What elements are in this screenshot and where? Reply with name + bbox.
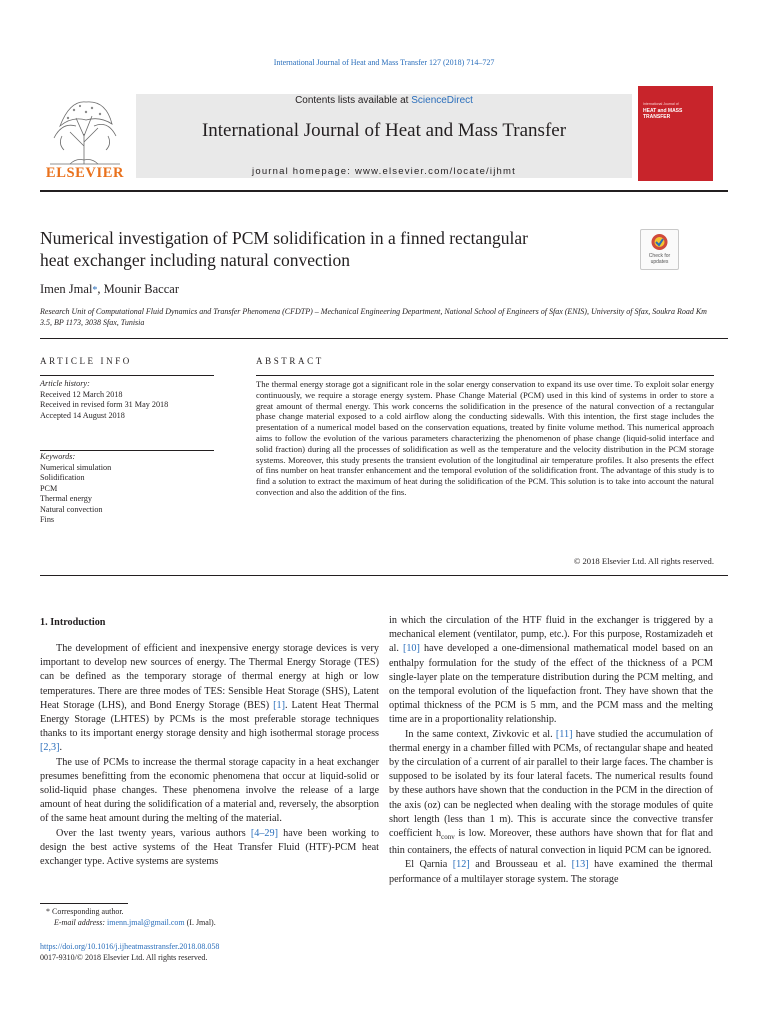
citation-link[interactable]: [12] [452, 859, 470, 871]
homepage-link[interactable]: www.elsevier.com/locate/ijhmt [354, 166, 516, 177]
journal-homepage: journal homepage: www.elsevier.com/locate/ijhmt [252, 166, 516, 177]
keyword-item: Solidification [40, 473, 85, 482]
article-info-heading: ARTICLE INFO [40, 356, 132, 366]
update-icon [641, 230, 678, 254]
authors: Imen Jmal*, Mounir Baccar [40, 282, 179, 296]
body-column-right [389, 614, 713, 887]
elsevier-wordmark: ELSEVIER [45, 165, 125, 181]
sciencedirect-link[interactable]: ScienceDirect [411, 95, 473, 106]
check-for-updates-badge[interactable] [640, 229, 679, 270]
doi-link[interactable]: https://doi.org/10.1016/j.ijheatmasstransfer.2018.08.058 [40, 942, 220, 951]
keyword-item: Natural convection [40, 504, 103, 514]
citation-link[interactable]: [13] [571, 859, 589, 871]
doi-block [40, 941, 370, 963]
author-name[interactable]: Imen Jmal [40, 282, 93, 296]
divider [40, 190, 728, 192]
keyword-item: Numerical simulation [40, 462, 112, 472]
divider [40, 375, 214, 376]
author-name[interactable]: Mounir Baccar [103, 282, 179, 296]
citation-link[interactable]: [10] [402, 643, 420, 655]
paragraph: In the same context, Zivkovic et al. [11] have studied the accumulation of thermal energy in a chamber filled with PCMs, of rectangular shape and heated by the circulation of a current of air parallel to their large faces. The chamber is supposed to be isolated by its four lateral facets. The numerical results found by these authors have shown that the conduction in the PCM in the direction of the axis (oz) can be neglected when dealing with the storage modules of quite short length (less than 1 m). This is accurate since the convective transfer coefficient $h_{conv}$ is low. Moreover, these authors have shown that for flat and thin containers, the effects of natural convection in liquid PCM can be ignored. [389, 728, 714, 857]
abstract-heading: ABSTRACT [256, 356, 324, 366]
citation-link[interactable]: [4–29] [250, 827, 279, 839]
section-heading: 1. Introduction [40, 617, 106, 628]
paragraph: Over the last twenty years, various authors [4–29] have been working to design the best active systems of the Heat Transfer Fluid (HTF)-PCM heat exchanger type. Active systems are systems [40, 827, 379, 868]
citation-link[interactable]: [1] [273, 699, 286, 711]
elsevier-logo [40, 86, 130, 182]
keywords: Keywords: Numerical simulation Solidification PCM Thermal energy Natural convection Fins [40, 452, 220, 526]
abstract-text: The thermal energy storage got a significant role in the solar energy conservation to expand its use over time. To exploit solar energy continuously, we require a storage energy system. Phase Change Material (PCM) used in this kind of systems in order to store a great amount of thermal energy. This work concerns the solidification in the presence of the natural convection of a rectangular phase change material exposed to a cold airflow along the conducting sidewalls. With this intention, the first stage includes the presentation of a numerical model based on the conservation equations, treated by finite volume method. This numerical approach aims to follow the evolution of the various parameters characterizing the phenomenon of phase change (liquid-solid interface and solid fraction) during all the processes of solidification as well as the temperature and the velocity distribution in the PCM storage systems. Moreover, this study presents the transient evolution of the longitudinal air temperature profiles. It also presents the effect of fins number on heat transfer enhancement and the temporal evolution of the solidification front. The advantage of this study is to find a solution to extract the maximum of heat during the solidification of the PCM. This solution is to take into account the natural convection and also the addition of the fins. [256, 379, 714, 497]
divider [40, 338, 728, 339]
keyword-item: PCM [40, 483, 58, 493]
citation-link[interactable]: [2,3] [40, 742, 60, 754]
keyword-item: Thermal energy [40, 494, 92, 503]
journal-citation-link[interactable]: International Journal of Heat and Mass Transfer 127 (2018) 714–727 [273, 58, 495, 67]
paragraph: in which the circulation of the HTF fluid in the exchanger is triggered by a mechanical element (ventilator, pump, etc.). For this purpose, Rostamizadeh et al. [10] have developed a one-dimensional mathematical model based on an enthalpy formulation for the study of the effect of the thickness of a PCM single-layer plate on the temperature distribution during the PCM melting, and on the temporal evolution of the liquefaction front. They have shown that the optimal thickness of the PCM is 5 mm, and the PCM mass and the melting time are in a proportionality relationship. [389, 615, 713, 726]
cover-title: HEAT and MASS TRANSFER [643, 108, 683, 120]
affiliation: Research Unit of Computational Fluid Dynamics and Transfer Phenomena (CFDTP) – Mechanical Engineering Department, National School of Engineers of Sfax (ENIS), University of Sfax, Soukra Road Km 3.5, BP 1173, 3038 Sfax, Tunisia [40, 307, 707, 327]
footnote-divider [40, 903, 128, 904]
divider [40, 450, 214, 451]
corresponding-mark[interactable]: * [92, 285, 98, 296]
issn-line: 0017-9310/© 2018 Elsevier Ltd. All rights reserved. [40, 953, 208, 962]
divider [256, 375, 714, 376]
journal-cover-thumbnail [638, 86, 713, 181]
email-link[interactable]: imenn.jmal@gmail.com [107, 918, 185, 927]
copyright-notice: © 2018 Elsevier Ltd. All rights reserved. [573, 556, 714, 566]
body-column-left [40, 642, 379, 869]
paper-title: Numerical investigation of PCM solidification in a finned rectangular heat exchanger including natural convection [40, 228, 528, 270]
divider [40, 575, 728, 576]
contents-line: Contents lists available at ScienceDirect [295, 95, 473, 106]
footnote: * Corresponding author. E-mail address: imenn.jmal@gmail.com (I. Jmal). [46, 907, 216, 927]
journal-title: International Journal of Heat and Mass Transfer [201, 120, 567, 141]
keyword-item: Fins [40, 515, 55, 524]
paragraph: The use of PCMs to increase the thermal storage capacity in a heat exchanger presumes benefitting from the economic phenomena that occur at liquid-solid or solid-liquid phase changes. These phenomena involve the release of a large amount of heat during the solidification of a material and, reversely, the absorption of the same heat amount during the melting of the material. [40, 756, 379, 825]
citation-link[interactable]: [11] [555, 728, 573, 740]
article-history: Article history: Received 12 March 2018 Received in revised form 31 May 2018 Accepted 14 August 2018 [40, 379, 169, 420]
update-badge-label: Check for updates [648, 253, 671, 265]
paragraph: El Qarnia [12] and Brousseau et al. [13] have examined the thermal performance of a multilayer storage system. The storage [389, 859, 713, 885]
cover-top-text: International Journal of [643, 102, 679, 106]
paragraph: The development of efficient and inexpensive energy storage devices is very important to develop new sources of energy. The Thermal Energy Storage (TES) can be defined as the temporary storage of thermal energy at high or low temperatures. There are three modes of TES: Sensible Heat Storage (SHS), Latent Heat Storage (LHS), and Bond Energy Storage (BES) [1]. Latent Heat Thermal Energy Storage (LHTES) by PCMs is the most preferable storage techniques thanks to its important energy storage density and high isothermal storage process [2,3]. [40, 643, 379, 754]
